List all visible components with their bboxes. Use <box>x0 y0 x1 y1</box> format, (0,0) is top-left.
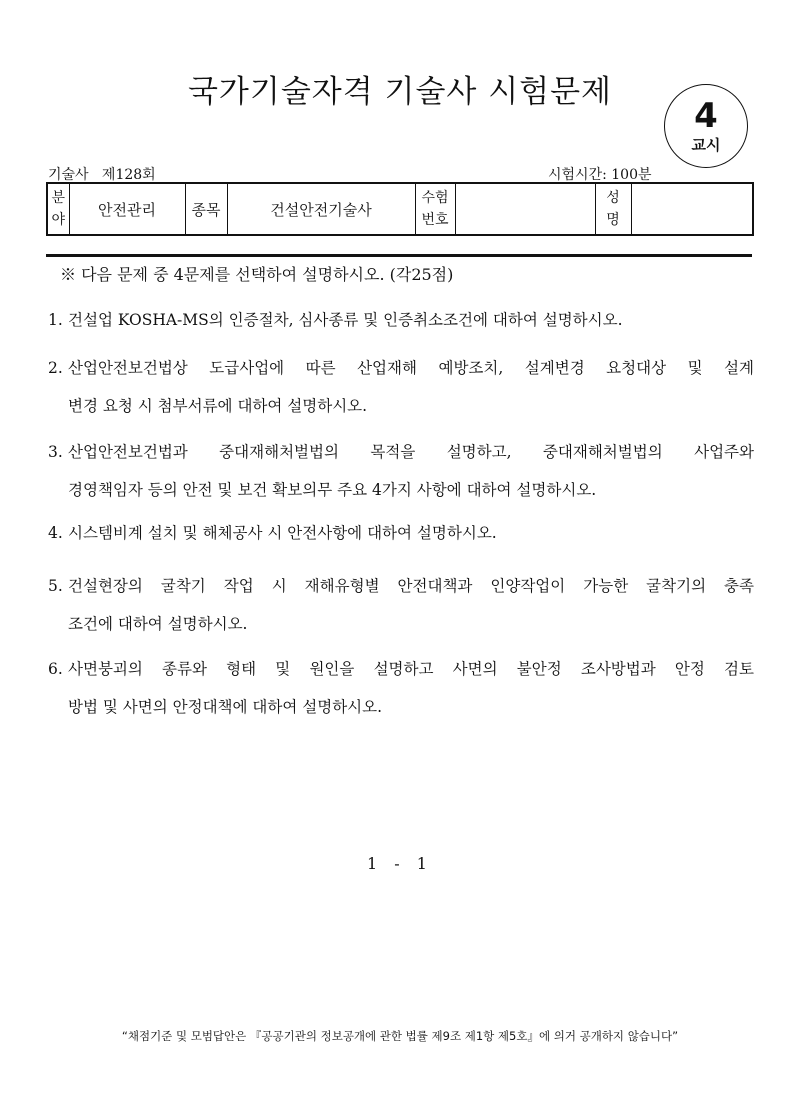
exam-number-field[interactable] <box>455 183 595 235</box>
question-text-continued: 조건에 대하여 설명하시오. <box>68 615 248 633</box>
question-text-continued: 경영책임자 등의 안전 및 보건 확보의무 주요 4가지 사항에 대하여 설명하시오. <box>68 481 597 499</box>
field-label: 분 야 <box>47 183 69 235</box>
question-item <box>48 650 754 726</box>
question-text: 사면붕괴의 종류와 형태 및 원인을 설명하고 사면의 불안정 조사방법과 안정 검토 <box>68 660 754 678</box>
question-number: 3. <box>48 443 63 461</box>
question-text-continued: 변경 요청 시 첨부서류에 대하여 설명하시오. <box>68 397 368 415</box>
exam-time: 시험시간: 100분 <box>548 167 652 183</box>
category-value: 건설안전기술사 <box>227 183 415 235</box>
field-value: 안전관리 <box>69 183 185 235</box>
period-unit: 교시 <box>691 136 721 154</box>
exam-title: 국가기술자격 기술사 시험문제 <box>187 74 612 110</box>
page-number: 1 - 1 <box>367 854 433 873</box>
question-text: 건설업 KOSHA-MS의 인증절차, 심사종류 및 인증취소조건에 대하여 설명하시오. <box>68 311 623 329</box>
instruction-text: ※ 다음 문제 중 4문제를 선택하여 설명하시오. (각25점) <box>60 265 454 284</box>
exam-info-table <box>46 182 754 236</box>
question-item <box>48 349 754 425</box>
question-number: 1. <box>48 311 63 329</box>
category-label: 종목 <box>185 183 227 235</box>
question-text: 산업안전보건법과 중대재해처벌법의 목적을 설명하고, 중대재해처벌법의 사업주와 <box>68 443 754 461</box>
question-text-continued: 방법 및 사면의 안정대책에 대하여 설명하시오. <box>68 698 383 716</box>
footer-notice: “채점기준 및 모범답안은 『공공기관의 정보공개에 관한 법률 제9조 제1항 제5호』에 의거 공개하지 않습니다” <box>121 1029 679 1043</box>
question-item <box>48 567 754 643</box>
question-number: 5. <box>48 577 63 595</box>
period-number: 4 <box>694 96 718 136</box>
section-divider <box>46 254 752 257</box>
question-item <box>48 514 754 552</box>
question-item <box>48 433 754 509</box>
question-text: 산업안전보건법상 도급사업에 따른 산업재해 예방조치, 설계변경 요청대상 및 설계 <box>68 359 754 377</box>
question-number: 6. <box>48 660 63 678</box>
question-number: 2. <box>48 359 63 377</box>
question-text: 건설현장의 굴착기 작업 시 재해유형별 안전대책과 인양작업이 가능한 굴착기의 충족 <box>68 577 754 595</box>
question-number: 4. <box>48 524 63 542</box>
exam-number-label: 수험 번호 <box>415 183 455 235</box>
question-item <box>48 301 754 339</box>
exam-round: 기술사 제128회 <box>48 167 156 183</box>
period-badge <box>664 84 748 168</box>
name-label: 성 명 <box>595 183 631 235</box>
name-field[interactable] <box>631 183 753 235</box>
question-text: 시스템비계 설치 및 해체공사 시 안전사항에 대하여 설명하시오. <box>68 524 497 542</box>
